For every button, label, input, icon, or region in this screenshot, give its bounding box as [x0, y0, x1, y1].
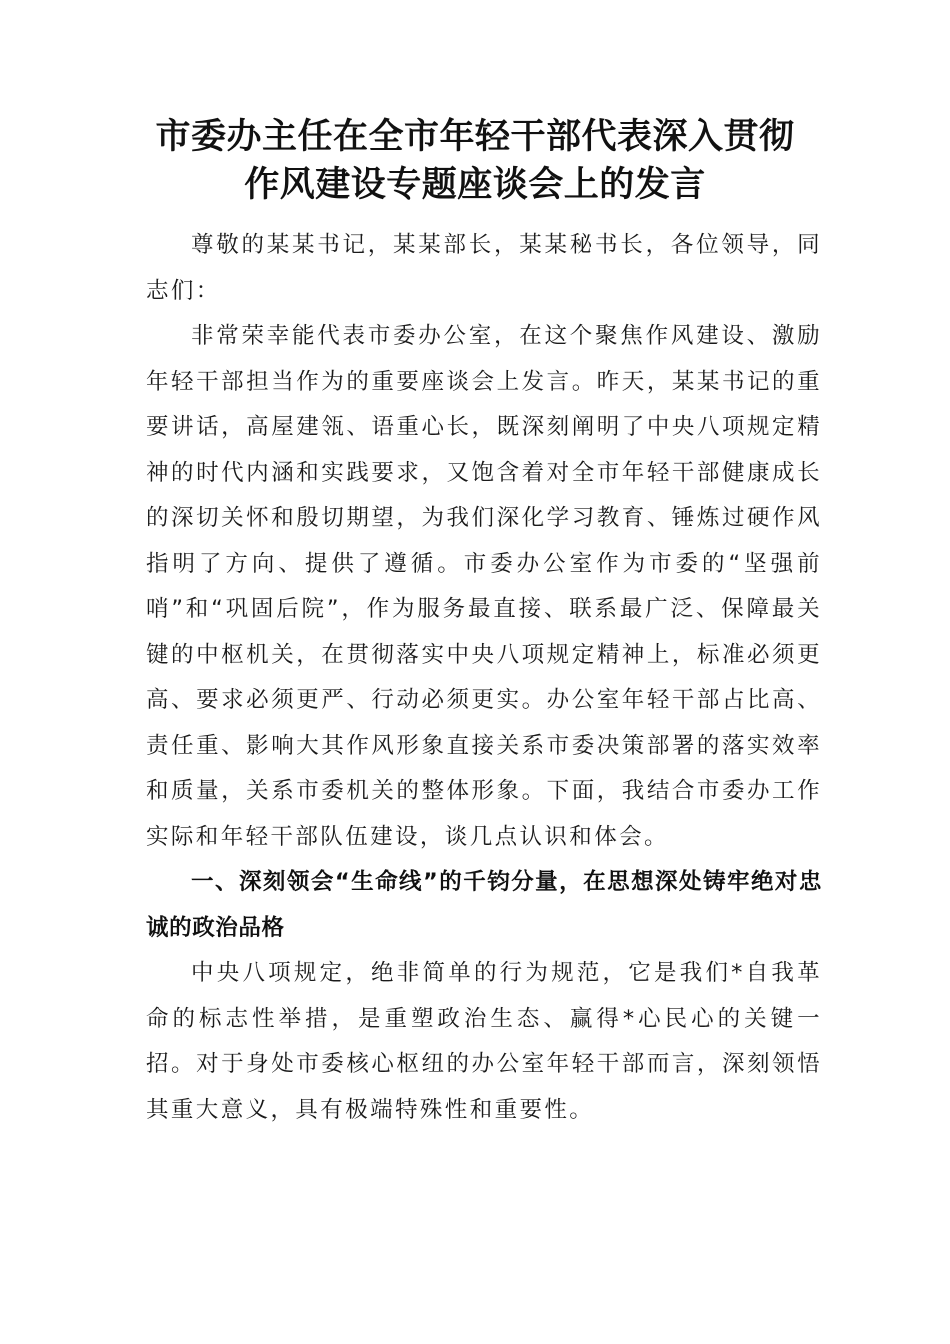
document-title-line-2: 作风建设专题座谈会上的发言	[244, 164, 706, 205]
intro-paragraph: 非常荣幸能代表市委办公室，在这个聚焦作风建设、激励年轻干部担当作为的重要座谈会上发言。昨天，某某书记的重要讲话，高屋建瓴、语重心长，既深刻阐明了中央八项规定精神的时代内涵和实践要求，又饱含着对全市年轻干部健康成长的深切关怀和殷切期望，为我们深化学习教育、锤炼过硬作风指明了方向、提供了遵循。市委办公室作为市委的“坚强前哨”和“巩固后院”，作为服务最直接、联系最广泛、保障最关键的中枢机关，在贯彻落实中央八项规定精神上，标准必须更高、要求必须更严、行动必须更实。办公室年轻干部占比高、责任重、影响大其作风形象直接关系市委决策部署的落实效率和质量，关系市委机关的整体形象。下面，我结合市委办工作实际和年轻干部队伍建设，谈几点认识和体会。	[146, 323, 822, 850]
document-title-line-1: 市委办主任在全市年轻干部代表深入贯彻	[155, 116, 795, 157]
salutation-paragraph: 尊敬的某某书记，某某部长，某某秘书长，各位领导，同志们：	[146, 232, 822, 304]
document-body	[146, 223, 822, 1133]
section-1-paragraph: 中央八项规定，绝非简单的行为规范，它是我们*自我革命的标志性举措，是重塑政治生态、赢得*心民心的关键一招。对于身处市委核心枢纽的办公室年轻干部而言，深刻领悟其重大意义，具有极端特殊性和重要性。	[146, 960, 822, 1123]
section-heading-1: 一、深刻领会“生命线”的千钧分量，在思想深处铸牢绝对忠诚的政治品格	[146, 869, 822, 941]
